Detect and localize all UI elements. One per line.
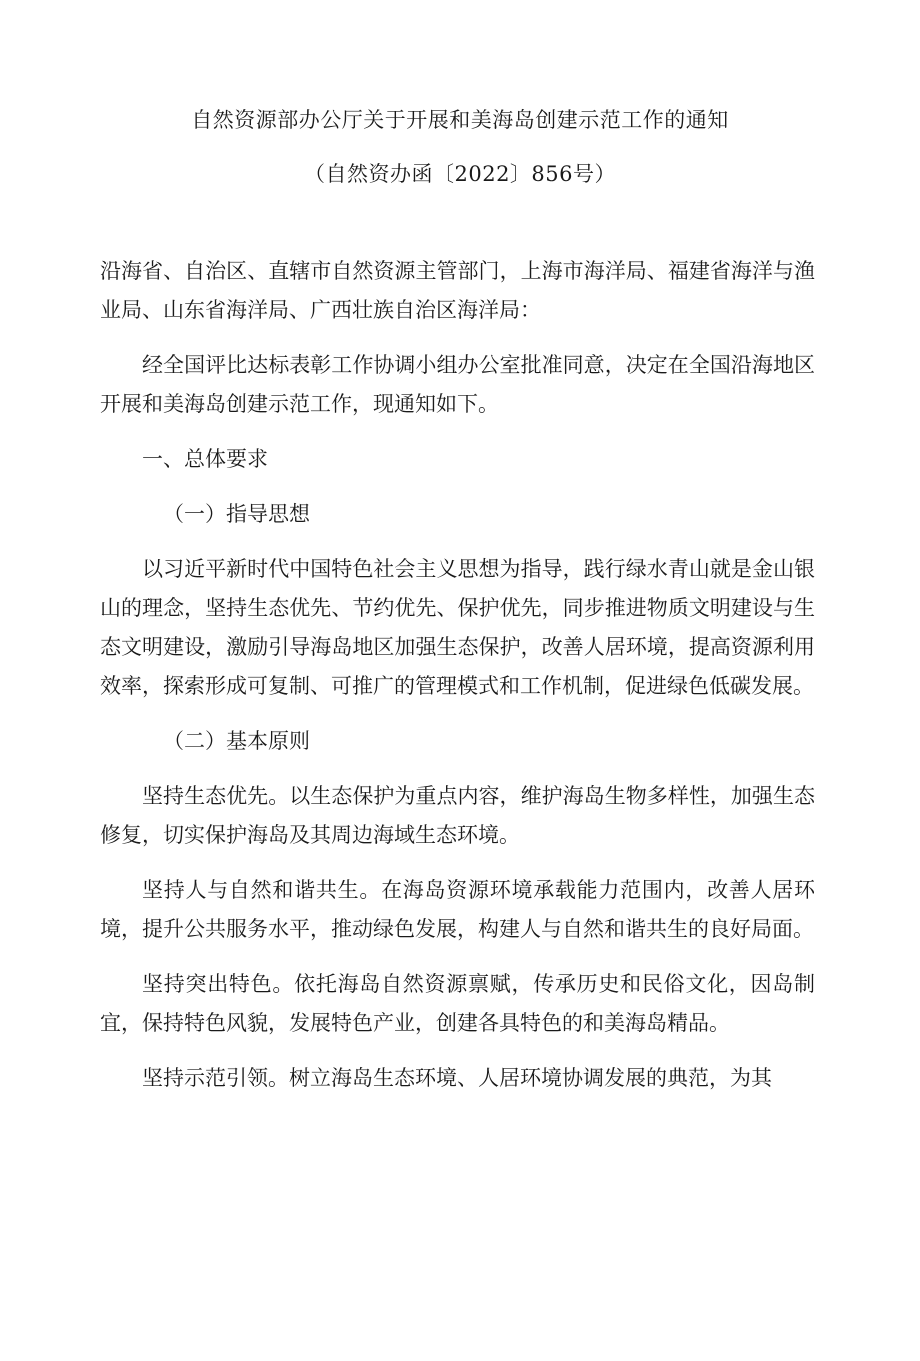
- subsection-heading: （二）基本原则: [163, 729, 310, 753]
- document-title: 自然资源部办公厅关于开展和美海岛创建示范工作的通知: [191, 108, 729, 132]
- subsection-heading: （一）指导思想: [163, 502, 310, 526]
- principle-paragraph: 坚持示范引领。树立海岛生态环境、人居环境协调发展的典范，为其: [142, 1066, 772, 1090]
- document-body: [100, 252, 815, 1098]
- principle-paragraph: 坚持人与自然和谐共生。在海岛资源环境承载能力范围内，改善人居环境，提升公共服务水平，推动绿色发展，构建人与自然和谐共生的良好局面。: [100, 878, 815, 941]
- document-number: （自然资办函〔2022〕856号）: [303, 162, 617, 186]
- principle-paragraph: 坚持突出特色。依托海岛自然资源禀赋，传承历史和民俗文化，因岛制宜，保持特色风貌，发展特色产业，创建各具特色的和美海岛精品。: [100, 972, 815, 1035]
- guiding-ideology-paragraph: 以习近平新时代中国特色社会主义思想为指导，践行绿水青山就是金山银山的理念，坚持生态优先、节约优先、保护优先，同步推进物质文明建设与生态文明建设，激励引导海岛地区加强生态保护，改善人居环境，提高资源利用效率，探索形成可复制、可推广的管理模式和工作机制，促进绿色低碳发展。: [100, 557, 815, 698]
- section-heading: 一、总体要求: [142, 447, 268, 471]
- principle-paragraph: 坚持生态优先。以生态保护为重点内容，维护海岛生物多样性，加强生态修复，切实保护海岛及其周边海域生态环境。: [100, 784, 815, 847]
- addressee-paragraph: 沿海省、自治区、直辖市自然资源主管部门，上海市海洋局、福建省海洋与渔业局、山东省海洋局、广西壮族自治区海洋局：: [100, 259, 815, 322]
- intro-paragraph: 经全国评比达标表彰工作协调小组办公室批准同意，决定在全国沿海地区开展和美海岛创建示范工作，现通知如下。: [100, 353, 815, 416]
